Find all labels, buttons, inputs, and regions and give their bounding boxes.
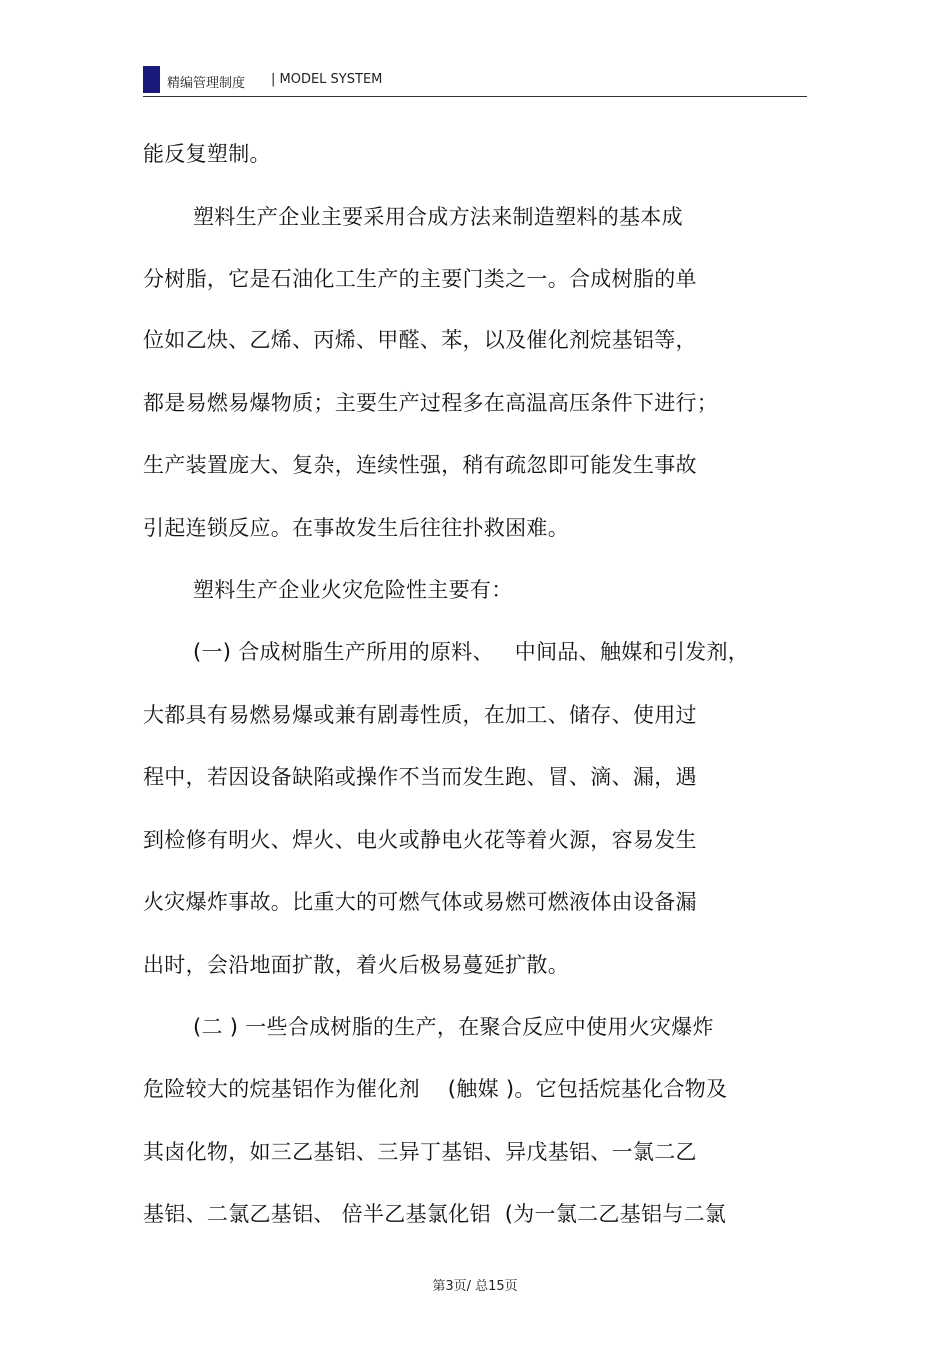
body-line: 到检修有明火、焊火、电火或静电火花等着火源，容易发生 bbox=[143, 828, 697, 852]
body-line: 塑料生产企业火灾危险性主要有： bbox=[193, 578, 513, 602]
body-line: 生产装置庞大、复杂，连续性强，稍有疏忽即可能发生事故 bbox=[143, 453, 697, 477]
page-number: 第3页/ 总15页 bbox=[432, 1279, 518, 1294]
body-line: 能反复塑制。 bbox=[143, 142, 271, 166]
body-line: 大都具有易燃易爆或兼有剧毒性质，在加工、储存、使用过 bbox=[143, 703, 697, 727]
body-line: 其卤化物，如三乙基铝、三异丁基铝、异戊基铝、一氯二乙 bbox=[143, 1140, 697, 1164]
body-line: 程中，若因设备缺陷或操作不当而发生跑、冒、滴、漏，遇 bbox=[143, 765, 697, 789]
body-line: 都是易燃易爆物质；主要生产过程多在高温高压条件下进行； bbox=[143, 391, 719, 415]
body-line: 出时，会沿地面扩散，着火后极易蔓延扩散。 bbox=[143, 953, 569, 977]
body-line: 塑料生产企业主要采用合成方法来制造塑料的基本成 bbox=[193, 205, 683, 229]
body-line: 基铝、二氯乙基铝、 倍半乙基氯化铝 (为一氯二乙基铝与二氯 bbox=[143, 1202, 727, 1226]
body-line: 危险较大的烷基铝作为催化剂 (触媒 )。它包括烷基化合物及 bbox=[143, 1077, 728, 1101]
body-line: 位如乙炔、乙烯、丙烯、甲醛、苯，以及催化剂烷基铝等， bbox=[143, 328, 697, 352]
header-subtitle: | MODEL SYSTEM bbox=[271, 72, 383, 87]
body-line: 分树脂，它是石油化工生产的主要门类之一。合成树脂的单 bbox=[143, 267, 697, 291]
page-header bbox=[143, 66, 807, 97]
body-line: (一) 合成树脂生产所用的原料、 中间品、触媒和引发剂， bbox=[193, 640, 750, 664]
header-title: 精编管理制度 bbox=[167, 76, 246, 91]
body-line: 火灾爆炸事故。比重大的可燃气体或易燃可燃液体由设备漏 bbox=[143, 890, 697, 914]
body-line: 引起连锁反应。在事故发生后往往扑救困难。 bbox=[143, 516, 569, 540]
logo-icon bbox=[143, 66, 160, 93]
body-line: (二 ) 一些合成树脂的生产，在聚合反应中使用火灾爆炸 bbox=[193, 1015, 714, 1039]
